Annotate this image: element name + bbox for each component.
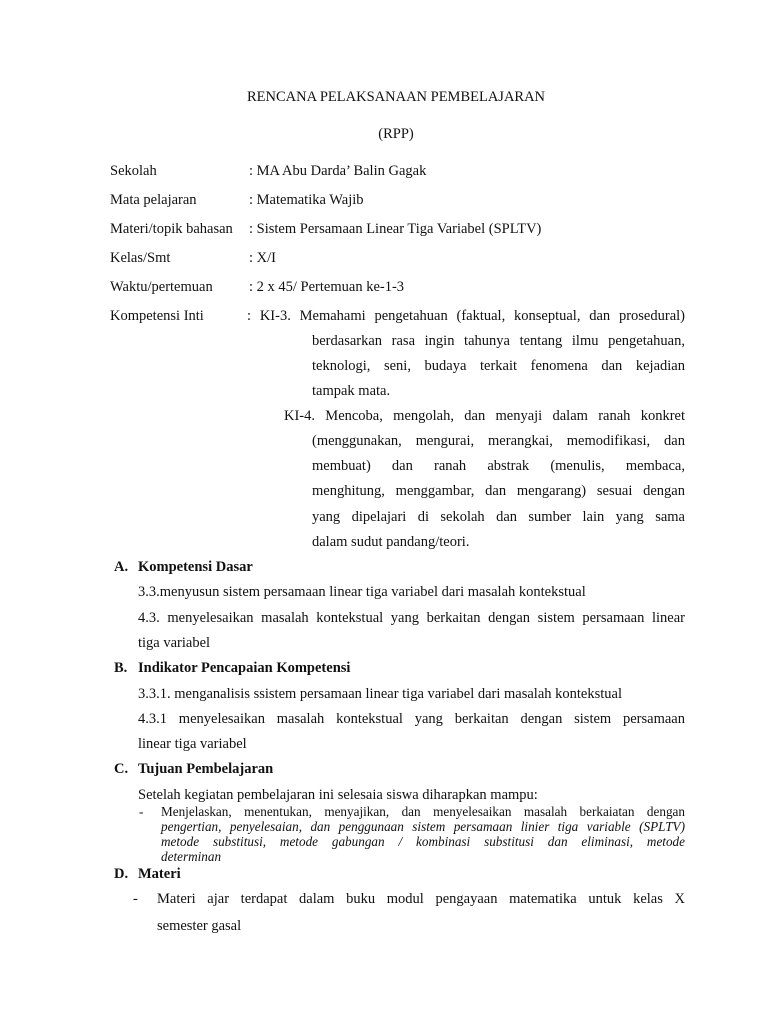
section-line: linear tiga variabel xyxy=(138,736,247,752)
list-item-line: Materi ajar terdapat dalam buku modul pengayaan matematika untuk kelas X xyxy=(157,891,685,907)
section-line: 4.3. menyelesaikan masalah kontekstual yang berkaitan dengan sistem persamaan linear xyxy=(138,610,685,626)
section-line: 4.3.1 menyelesaikan masalah kontekstual yang berkaitan dengan sistem persamaan xyxy=(138,711,685,727)
page-title: RENCANA PELAKSANAAN PEMBELAJARAN xyxy=(246,89,546,105)
identity-value-school: : MA Abu Darda’ Balin Gagak xyxy=(249,163,427,179)
section-heading: Kompetensi Dasar xyxy=(138,559,253,575)
identity-value-time: : 2 x 45/ Pertemuan ke-1-3 xyxy=(249,279,405,295)
ki3-line: berdasarkan rasa ingin tahunya tentang ilmu pengetahuan, xyxy=(312,333,685,349)
section-heading: Indikator Pencapaian Kompetensi xyxy=(138,660,351,676)
page-subtitle: (RPP) xyxy=(378,126,414,142)
identity-label-subject: Mata pelajaran xyxy=(110,192,197,208)
section-letter: A. xyxy=(114,559,129,575)
ki4-line: menghitung, menggambar, dan mengarang) sesuai dengan xyxy=(312,483,685,499)
section-line: tiga variabel xyxy=(138,635,211,651)
identity-label-school: Sekolah xyxy=(110,163,157,179)
identity-label-topic: Materi/topik bahasan xyxy=(110,221,233,237)
identity-value-topic: : Sistem Persamaan Linear Tiga Variabel (SPLTV) xyxy=(249,221,542,237)
list-item-line: pengertian, penyelesaian, dan penggunaan sistem persamaan linier tiga variable (SPLTV) xyxy=(161,819,685,834)
ki-label: Kompetensi Inti xyxy=(110,308,204,324)
ki3-line: tampak mata. xyxy=(312,383,391,399)
section-letter: B. xyxy=(114,660,128,676)
list-bullet: - xyxy=(133,891,138,907)
ki4-line: (menggunakan, mengurai, merangkai, memodifikasi, dan xyxy=(312,433,685,449)
ki4-line: dalam sudut pandang/teori. xyxy=(312,534,470,550)
section-heading: Materi xyxy=(138,866,181,882)
list-bullet: - xyxy=(139,804,144,819)
ki3-line: : KI-3. Memahami pengetahuan (faktual, konseptual, dan prosedural) xyxy=(247,308,685,324)
section-heading: Tujuan Pembelajaran xyxy=(138,761,274,777)
ki4-line: membuat) dan ranah abstrak (menulis, membaca, xyxy=(312,458,685,474)
ki4-line: yang dipelajari di sekolah dan sumber lain yang sama xyxy=(312,509,685,525)
ki3-line: teknologi, seni, budaya terkait fenomena dan kejadian xyxy=(312,358,685,374)
identity-label-time: Waktu/pertemuan xyxy=(110,279,213,295)
identity-value-subject: : Matematika Wajib xyxy=(249,192,364,208)
list-item-line: determinan xyxy=(161,849,222,864)
list-item-line: semester gasal xyxy=(157,918,242,934)
section-line: 3.3.menyusun sistem persamaan linear tiga variabel dari masalah kontekstual xyxy=(138,584,586,600)
section-intro: Setelah kegiatan pembelajaran ini selesaia siswa diharapkan mampu: xyxy=(138,787,538,803)
section-letter: D. xyxy=(114,866,129,882)
identity-value-class: : X/I xyxy=(249,250,276,266)
list-item-line: Menjelaskan, menentukan, menyajikan, dan menyelesaikan masalah berkaiatan dengan xyxy=(161,804,685,819)
list-item-line: metode substitusi, metode gabungan / kombinasi substitusi dan eliminasi, metode xyxy=(161,834,685,849)
section-line: 3.3.1. menganalisis ssistem persamaan linear tiga variabel dari masalah kontekstual xyxy=(138,686,622,702)
ki4-line: KI-4. Mencoba, mengolah, dan menyaji dalam ranah konkret xyxy=(284,408,685,424)
identity-label-class: Kelas/Smt xyxy=(110,250,171,266)
section-letter: C. xyxy=(114,761,129,777)
